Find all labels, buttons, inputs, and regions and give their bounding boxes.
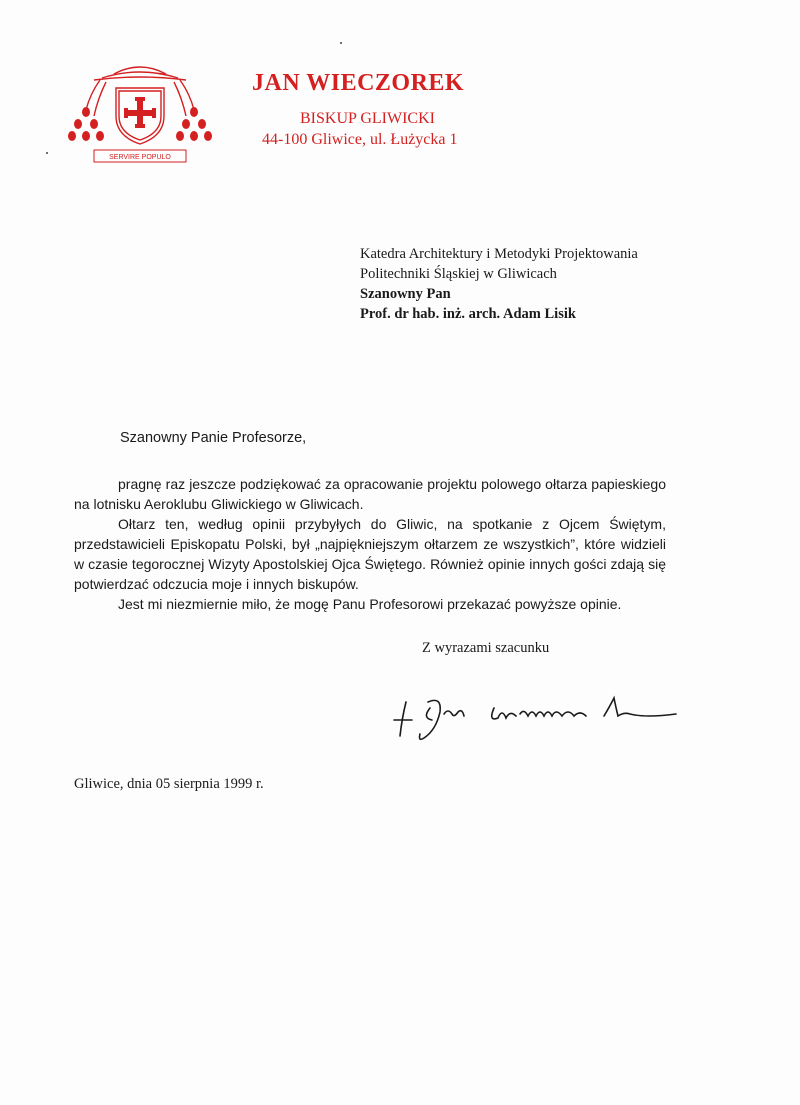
body-paragraph-2: Ołtarz ten, według opinii przybyłych do Gliwic, na spotkanie z Ojcem Świętym, przedstawicieli Episkopatu Polski, był „najpiękniejszym ołtarzem ze wszystkich”, które widzieli w czasie tegorocznej Wizyty Apostolskiej Ojca Świętego. Również opinie innych gości zdają się potwierdzać odczucia moje i innych biskupów. [74, 516, 666, 592]
svg-text:SERVIRE POPULO: SERVIRE POPULO [109, 154, 171, 161]
body-paragraph-3: Jest mi niezmiernie miło, że mogę Panu Profesorowi przekazać powyższe opinie. [118, 596, 622, 612]
recipient-block [360, 244, 638, 324]
recipient-line-3: Szanowny Pan [360, 286, 451, 302]
recipient-line-1: Katedra Architektury i Metodyki Projektowania [360, 246, 638, 262]
handwritten-signature-icon [384, 678, 684, 748]
paper-speck [340, 42, 342, 44]
salutation: Szanowny Panie Profesorze, [120, 430, 307, 446]
letter-body [74, 474, 666, 614]
closing: Z wyrazami szacunku [422, 640, 550, 656]
letterhead-address: 44-100 Gliwice, ul. Łużycka 1 [262, 131, 458, 148]
episcopal-coat-of-arms-icon [64, 60, 216, 164]
letter-date: Gliwice, dnia 05 sierpnia 1999 r. [74, 776, 264, 792]
recipient-line-4: Prof. dr hab. inż. arch. Adam Lisik [360, 306, 576, 322]
paper-speck [46, 152, 48, 154]
body-paragraph-1: pragnę raz jeszcze podziękować za opracowanie projektu polowego ołtarza papieskiego na lotnisku Aeroklubu Gliwickiego w Gliwicach. [74, 476, 666, 512]
recipient-line-2: Politechniki Śląskiej w Gliwicach [360, 266, 557, 282]
letterhead-title: BISKUP GLIWICKI [300, 110, 435, 127]
letterhead-name: JAN WIECZOREK [252, 70, 465, 96]
